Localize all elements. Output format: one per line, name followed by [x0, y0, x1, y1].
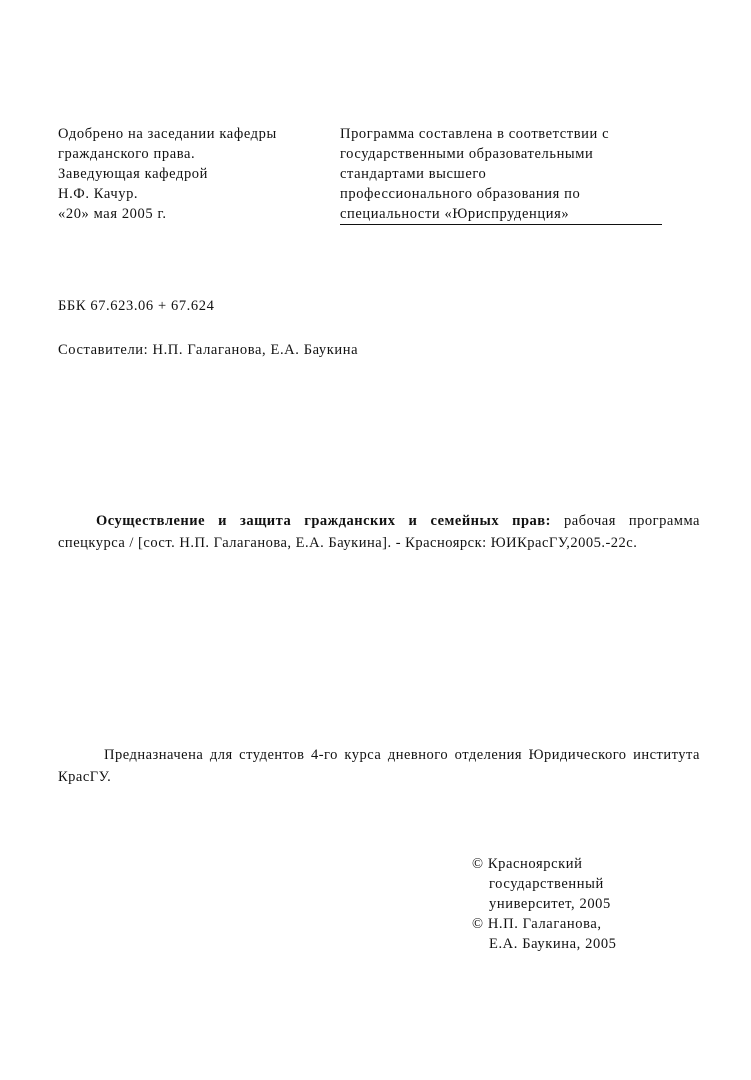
- approval-line: гражданского права.: [58, 146, 196, 162]
- compliance-line: стандартами высшего: [340, 166, 487, 182]
- bbk-code: [58, 296, 214, 316]
- bibliographic-record: [58, 510, 700, 554]
- compliance-note: [340, 124, 662, 225]
- copyright-line: государственный: [489, 876, 604, 892]
- copyright-line: © Красноярский: [472, 856, 583, 872]
- purpose-note: [58, 744, 700, 788]
- copyright-line: © Н.П. Галаганова,: [472, 916, 602, 932]
- approval-line: Одобрено на заседании кафедры: [58, 126, 277, 142]
- copyright-block: [472, 854, 617, 954]
- bbk-text: ББК 67.623.06 + 67.624: [58, 298, 215, 314]
- approval-note: [58, 124, 277, 224]
- approval-line: Заведующая кафедрой: [58, 166, 208, 182]
- compliance-line: Программа составлена в соответствии с: [340, 126, 610, 142]
- specialty-line: специальности «Юриспруденция»: [340, 205, 662, 225]
- book-title: Осуществление и защита гражданских и семейных прав:: [96, 513, 551, 529]
- copyright-line: Е.А. Баукина, 2005: [489, 936, 617, 952]
- authors: [58, 340, 358, 360]
- approval-line: Н.Ф. Качур.: [58, 186, 139, 202]
- approval-date: «20» мая 2005 г.: [58, 206, 167, 222]
- compliance-line: государственными образовательными: [340, 146, 594, 162]
- biblio-description: рабочая программа спецкурса / [сост. Н.П. Галаганова, Е.А. Баукина]. - Красноярск: ЮИКрасГУ,2005.-22с.: [58, 513, 700, 551]
- authors-text: Составители: Н.П. Галаганова, Е.А. Баукина: [58, 342, 359, 358]
- purpose-text: Предназначена для студентов 4-го курса дневного отделения Юридического института КрасГУ.: [58, 747, 700, 785]
- copyright-line: университет, 2005: [489, 896, 611, 912]
- compliance-line: профессионального образования по: [340, 186, 581, 202]
